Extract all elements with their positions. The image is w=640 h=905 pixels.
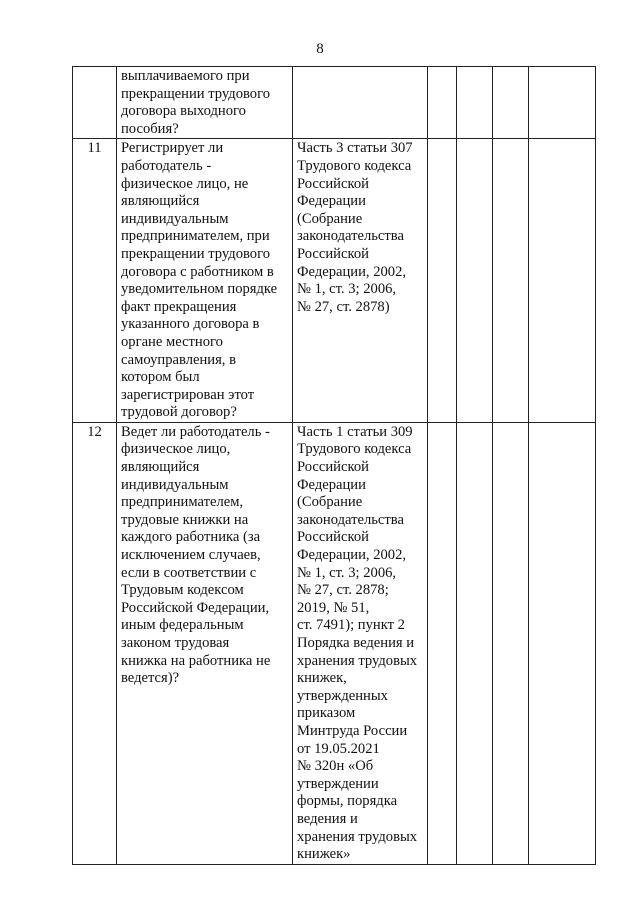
question-cell: Ведет ли работодатель - физическое лицо, являющийся индивидуальным предпринимателем, трудовые книжки на каждого работника (за исключением случаев, если в соответствии с Трудовым кодексом Российской Федерации, иным федеральным законом трудовая книжка на работника не ведется)? [117, 422, 293, 864]
question-cell: выплачиваемого при прекращении трудового договора выходного пособия? [117, 67, 293, 139]
answer-no-cell [457, 422, 493, 864]
notes-cell [529, 67, 596, 139]
row-number: 11 [73, 139, 117, 423]
answer-yes-cell [428, 139, 457, 423]
answer-na-cell [493, 67, 529, 139]
answer-no-cell [457, 67, 493, 139]
answer-yes-cell [428, 67, 457, 139]
question-cell: Регистрирует ли работодатель - физическое лицо, не являющийся индивидуальным предпринимателем, при прекращении трудового договора с работником в уведомительном порядке факт прекращения указанного договора в органе местного самоуправления, в котором был зарегистрирован этот трудовой договор? [117, 139, 293, 423]
table-row [73, 139, 596, 423]
notes-cell [529, 422, 596, 864]
legal-reference-cell [293, 67, 428, 139]
answer-na-cell [493, 422, 529, 864]
answer-no-cell [457, 139, 493, 423]
table-row [73, 422, 596, 864]
answer-yes-cell [428, 422, 457, 864]
legal-reference-cell: Часть 1 статьи 309 Трудового кодекса Российской Федерации (Собрание законодательства Российской Федерации, 2002, № 1, ст. 3; 2006, № 27, ст. 2878; 2019, № 51, ст. 7491); пункт 2 Порядка ведения и хранения трудовых книжек, утвержденных приказом Минтруда России от 19.05.2021 № 320н «Об утверждении формы, порядка ведения и хранения трудовых книжек» [293, 422, 428, 864]
notes-cell [529, 139, 596, 423]
row-number [73, 67, 117, 139]
page-number: 8 [316, 41, 324, 57]
row-number: 12 [73, 422, 117, 864]
legal-reference-cell: Часть 3 статьи 307 Трудового кодекса Российской Федерации (Собрание законодательства Российской Федерации, 2002, № 1, ст. 3; 2006, № 27, ст. 2878) [293, 139, 428, 423]
table-row [73, 67, 596, 139]
answer-na-cell [493, 139, 529, 423]
checklist-table [72, 66, 596, 865]
